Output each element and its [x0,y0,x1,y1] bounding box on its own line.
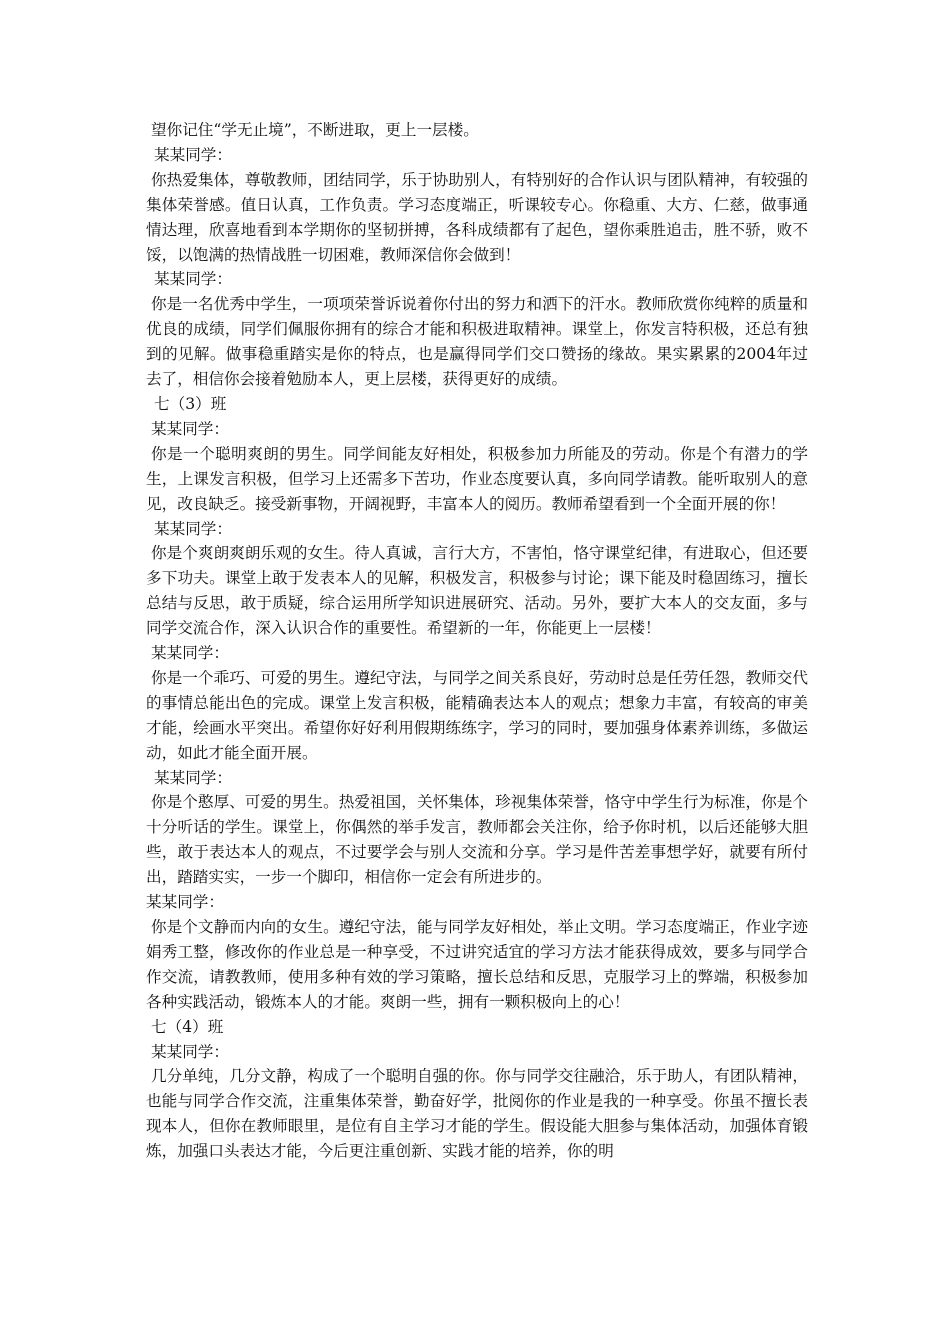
paragraph-9: 几分单纯，几分文静，构成了一个聪明自强的你。你与同学交往融洽，乐于助人，有团队精神，也能与同学合作交流，注重集体荣誉，勤奋好学，批阅你的作业是我的一种享受。你虽不擅长表现本人，但你在教师眼里，是位有自主学习才能的学生。假设能大胆参与集体活动，加强体育锻炼，加强口头表达才能，今后更注重创新、实践才能的培养，你的明 [146,1067,808,1161]
paragraph-1: 望你记住“学无止境”，不断进取，更上一层楼。 [151,121,479,139]
paragraph-7: 你是个憨厚、可爱的男生。热爱祖国，关怀集体，珍视集体荣誉，恪守中学生行为标准，你是个十分听话的学生。课堂上，你偶然的举手发言，教师都会关注你，给予你时机，以后还能够大胆些，敢于表达本人的观点，不过要学会与别人交流和分享。学习是件苦差事想学好，就要有所付出，踏踏实实，一步一个脚印，相信你一定会有所进步的。 [146,793,808,887]
heading-student-3: 某某同学： [151,419,229,438]
heading-student-6: 某某同学： [154,768,232,787]
heading-student-8: 某某同学： [151,1042,229,1061]
paragraph-8: 你是个文静而内向的女生。遵纪守法，能与同学友好相处，举止文明。学习态度端正，作业字迹娟秀工整，修改你的作业总是一种享受，不过讲究适宜的学习方法才能获得成效，要多与同学合作交流，请教教师，使用多种有效的学习策略，擅长总结和反思，克服学习上的弊端，积极参加各种实践活动，锻炼本人的才能。爽朗一些，拥有一颗积极向上的心！ [146,918,808,1011]
heading-student-4: 某某同学： [154,519,232,538]
paragraph-3: 你是一名优秀中学生，一项项荣誉诉说着你付出的努力和洒下的汗水。教师欣赏你纯粹的质量和优良的成绩，同学们佩服你拥有的综合才能和积极进取精神。课堂上，你发言特积极，还总有独到的见解。做事稳重踏实是你的特点，也是赢得同学们交口赞扬的缘故。果实累累的2004年过去了，相信你会接着勉励本人，更上层楼，获得更好的成绩。 [146,295,808,389]
heading-student-5: 某某同学： [151,644,229,663]
class-heading-7-4: 七（4）班 [151,1017,224,1036]
paragraph-4: 你是一个聪明爽朗的男生。同学间能友好相处，积极参加力所能及的劳动。你是个有潜力的学生，上课发言积极，但学习上还需多下苦功，作业态度要认真，多向同学请教。能听取别人的意见，改良缺乏。接受新事物，开阔视野，丰富本人的阅历。教师希望看到一个全面开展的你！ [146,444,808,513]
heading-student-1: 某某同学： [154,145,232,164]
document-page [146,118,808,1164]
paragraph-2: 你热爱集体，尊敬教师，团结同学，乐于协助别人，有特别好的合作认识与团队精神，有较强的集体荣誉感。值日认真，工作负责。学习态度端正，听课较专心。你稳重、大方、仁慈，做事通情达理，欣喜地看到本学期你的坚韧拼搏，各科成绩都有了起色，望你乘胜追击，胜不骄，败不馁，以饱满的热情战胜一切困难，教师深信你会做到！ [146,170,808,264]
paragraph-5: 你是个爽朗爽朗乐观的女生。待人真诚，言行大方，不害怕，恪守课堂纪律，有进取心，但还要多下功夫。课堂上敢于发表本人的见解，积极发言，积极参与讨论；课下能及时稳固练习，擅长总结与反思，敢于质疑，综合运用所学知识进展研究、活动。另外，要扩大本人的交友面，多与同学交流合作，深入认识合作的重要性。希望新的一年，你能更上一层楼！ [146,544,808,638]
heading-student-2: 某某同学： [154,270,232,289]
heading-student-7: 某某同学： [146,893,224,912]
paragraph-6: 你是一个乖巧、可爱的男生。遵纪守法，与同学之间关系良好，劳动时总是任劳任怨，教师交代的事情总能出色的完成。课堂上发言积极，能精确表达本人的观点；想象力丰富，有较高的审美才能，绘画水平突出。希望你好好利用假期练练字，学习的同时，要加强身体素养训练，多做运动，如此才能全面开展。 [146,668,808,762]
class-heading-7-3: 七（3）班 [154,394,227,413]
